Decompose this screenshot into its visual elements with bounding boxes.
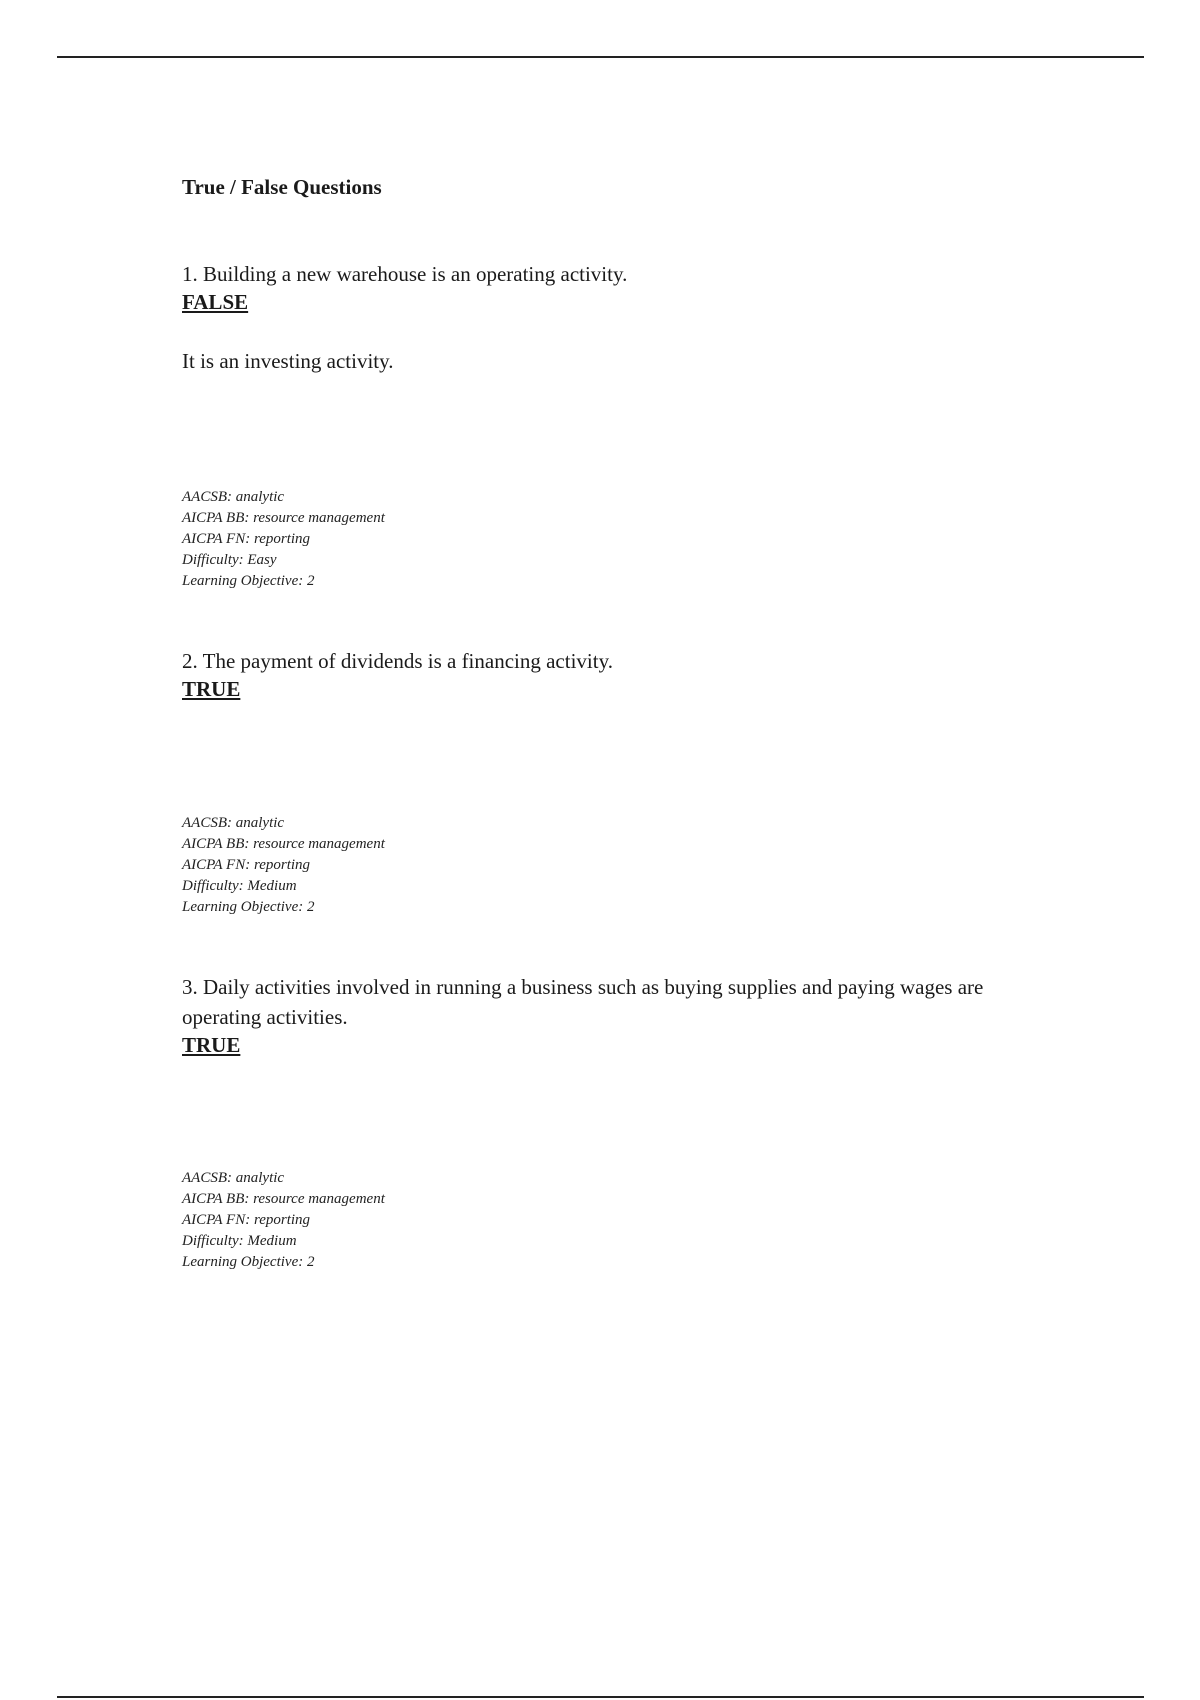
meta-difficulty: Difficulty: Medium bbox=[182, 1233, 297, 1249]
meta-aacsb: AACSB: analytic bbox=[182, 1170, 285, 1186]
meta-aacsb: AACSB: analytic bbox=[182, 489, 285, 505]
section-title: True / False Questions bbox=[182, 175, 382, 199]
meta-difficulty: Difficulty: Medium bbox=[182, 878, 297, 894]
question-answer: TRUE bbox=[182, 1033, 241, 1057]
question-1-metadata bbox=[182, 487, 385, 592]
question-answer: FALSE bbox=[182, 290, 249, 314]
meta-aicpa-bb: AICPA BB: resource management bbox=[182, 836, 385, 852]
meta-aicpa-fn: AICPA FN: reporting bbox=[182, 531, 311, 547]
question-text: 3. Daily activities involved in running a business such as buying supplies and paying wages are operating activities. bbox=[182, 975, 984, 1029]
question-2-metadata bbox=[182, 813, 385, 918]
meta-aicpa-fn: AICPA FN: reporting bbox=[182, 1212, 311, 1228]
bottom-rule bbox=[57, 1696, 1144, 1698]
question-3-metadata bbox=[182, 1168, 385, 1273]
question-2 bbox=[182, 646, 1042, 703]
question-1 bbox=[182, 259, 1042, 376]
meta-difficulty: Difficulty: Easy bbox=[182, 552, 277, 568]
question-explanation: It is an investing activity. bbox=[182, 349, 394, 373]
question-3 bbox=[182, 972, 1042, 1059]
meta-learning-objective: Learning Objective: 2 bbox=[182, 1254, 315, 1270]
question-text: 1. Building a new warehouse is an operating activity. bbox=[182, 262, 628, 286]
top-rule bbox=[57, 56, 1144, 58]
meta-aicpa-bb: AICPA BB: resource management bbox=[182, 1191, 385, 1207]
meta-learning-objective: Learning Objective: 2 bbox=[182, 573, 315, 589]
meta-aicpa-bb: AICPA BB: resource management bbox=[182, 510, 385, 526]
question-answer: TRUE bbox=[182, 677, 241, 701]
meta-aacsb: AACSB: analytic bbox=[182, 815, 285, 831]
question-text: 2. The payment of dividends is a financing activity. bbox=[182, 649, 613, 673]
meta-learning-objective: Learning Objective: 2 bbox=[182, 899, 315, 915]
meta-aicpa-fn: AICPA FN: reporting bbox=[182, 857, 311, 873]
